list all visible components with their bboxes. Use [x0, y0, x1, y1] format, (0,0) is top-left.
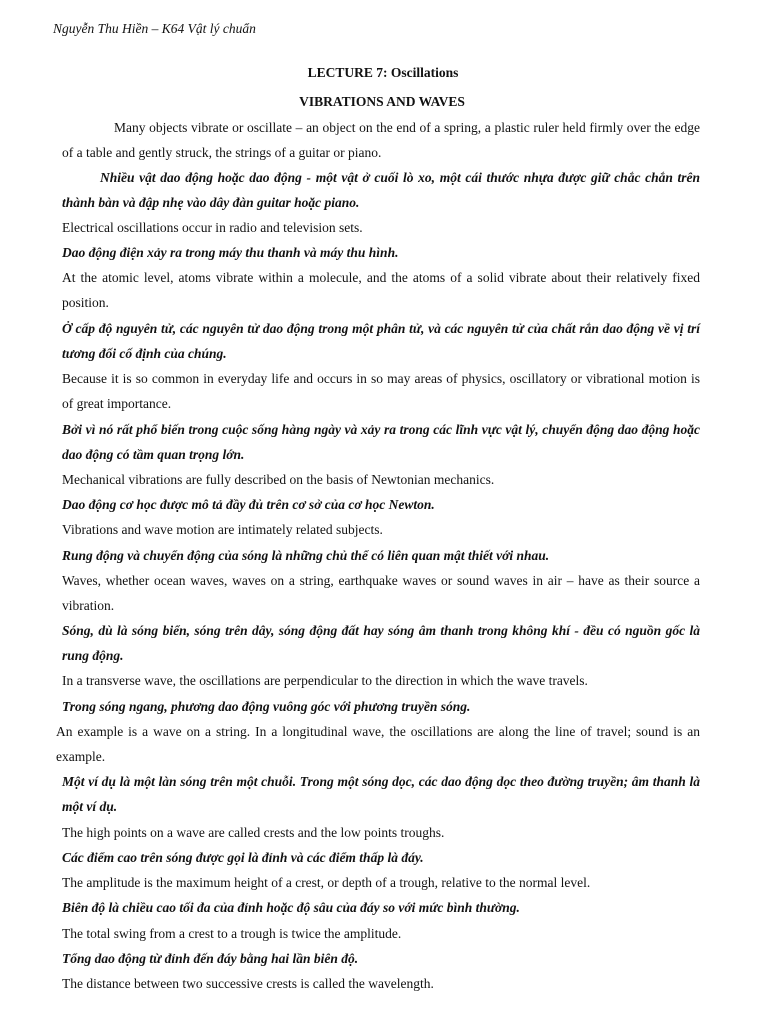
paragraph-en: The distance between two successive crests is called the wavelength. [62, 976, 434, 991]
lecture-title: LECTURE 7: Oscillations [307, 65, 459, 80]
paragraph-en: In a transverse wave, the oscillations are perpendicular to the direction in which the wave travels. [62, 673, 588, 688]
paragraph-en: Waves, whether ocean waves, waves on a string, earthquake waves or sound waves in air – have as their source a vibration. [62, 573, 700, 613]
paragraph-en: Mechanical vibrations are fully described on the basis of Newtonian mechanics. [62, 472, 495, 487]
section-title: VIBRATIONS AND WAVES [299, 94, 465, 109]
paragraph-vi: Ở cấp độ nguyên tử, các nguyên tử dao động trong một phân tử, và các nguyên tử của chất rắn dao động về vị trí tương đối cố định của chúng. [62, 321, 700, 361]
paragraph-vi: Trong sóng ngang, phương dao động vuông góc với phương truyền sóng. [62, 699, 471, 714]
paragraph-vi: Biên độ là chiều cao tối đa của đỉnh hoặc độ sâu của đáy so với mức bình thường. [62, 900, 520, 915]
paragraph-en: At the atomic level, atoms vibrate within a molecule, and the atoms of a solid vibrate about their relatively fixed position. [62, 270, 700, 310]
paragraph-vi: Một ví dụ là một làn sóng trên một chuỗi. Trong một sóng dọc, các dao động dọc theo đường truyền; âm thanh là một ví dụ. [62, 774, 700, 814]
paragraph-en: The high points on a wave are called crests and the low points troughs. [62, 825, 445, 840]
paragraph-en: An example is a wave on a string. In a longitudinal wave, the oscillations are along the line of travel; sound is an example. [56, 724, 700, 764]
paragraph-en: Electrical oscillations occur in radio and television sets. [62, 220, 363, 235]
paragraph-vi: Dao động cơ học được mô tả đầy đủ trên cơ sở của cơ học Newton. [62, 497, 435, 512]
page-header: Nguyễn Thu Hiền – K64 Vật lý chuẩn [53, 21, 256, 36]
paragraph-vi: Tổng dao động từ đỉnh đến đáy bằng hai lần biên độ. [62, 951, 359, 966]
paragraph-vi: Dao động điện xảy ra trong máy thu thanh và máy thu hình. [62, 245, 399, 260]
paragraph-en: Many objects vibrate or oscillate – an object on the end of a spring, a plastic ruler held firmly over the edge of a table and gently struck, the strings of a guitar or piano. [62, 120, 700, 160]
paragraph-en: The amplitude is the maximum height of a crest, or depth of a trough, relative to the normal level. [62, 875, 591, 890]
paragraph-vi: Sóng, dù là sóng biển, sóng trên dây, sóng động đất hay sóng âm thanh trong không khí - đều có nguồn gốc là rung động. [62, 623, 700, 663]
paragraph-en: The total swing from a crest to a trough is twice the amplitude. [62, 926, 402, 941]
paragraph-en: Because it is so common in everyday life and occurs in so may areas of physics, oscillatory or vibrational motion is of great importance. [62, 371, 700, 411]
paragraph-en: Vibrations and wave motion are intimately related subjects. [62, 522, 383, 537]
paragraph-vi: Các điểm cao trên sóng được gọi là đỉnh và các điểm thấp là đáy. [62, 850, 424, 865]
paragraph-vi: Bởi vì nó rất phổ biến trong cuộc sống hàng ngày và xảy ra trong các lĩnh vực vật lý, chuyển động dao động hoặc dao động có tầm quan trọng lớn. [62, 422, 700, 462]
paragraph-vi: Nhiều vật dao động hoặc dao động - một vật ở cuối lò xo, một cái thước nhựa được giữ chắc chắn trên thành bàn và đập nhẹ vào dây đàn guitar hoặc piano. [62, 170, 700, 210]
paragraph-vi: Rung động và chuyển động của sóng là những chủ thể có liên quan mật thiết với nhau. [62, 548, 550, 563]
